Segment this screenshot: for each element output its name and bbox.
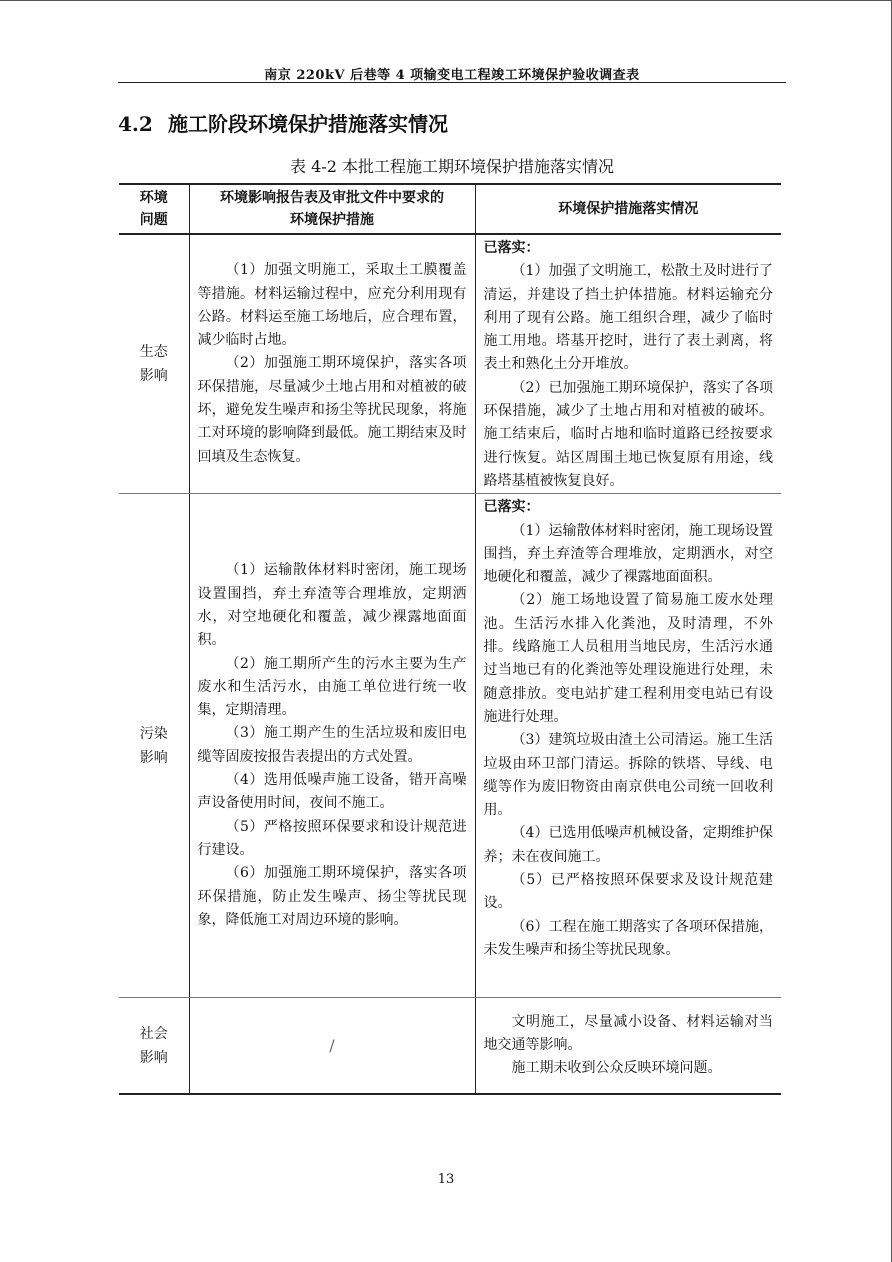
issue-label-line: 污染	[139, 725, 168, 742]
implementation-cell	[475, 494, 781, 998]
requirement-item: （1）加强文明施工，采取土工膜覆盖等措施。材料运输过程中，应充分利用现有公路。材料运至施工场地后，应合理布置，减少临时占地。	[197, 262, 467, 349]
implementation-item: （6）工程在施工期落实了各项环保措施，未发生噪声和扬尘等扰民现象。	[483, 918, 773, 958]
requirement-cell	[189, 998, 475, 1094]
empty-placeholder: /	[329, 1035, 335, 1055]
header-requirement-line: 环境保护措施	[290, 212, 374, 228]
running-header: 南京 220kV 后巷等 4 项输变电工程竣工环境保护验收调查表	[264, 68, 640, 83]
implementation-cell	[475, 234, 781, 494]
requirement-item: （2）加强施工期环境保护，落实各项环保措施，尽量减少土地占用和对植被的破坏，避免发生噪声和扬尘等扰民现象，将施工对环境的影响降到最低。施工期结束及时回填及生态恢复。	[197, 355, 467, 465]
issue-label-line: 影响	[139, 368, 168, 385]
implementation-item: （3）建筑垃圾由渣土公司清运。施工生活垃圾由环卫部门清运。拆除的铁塔、导线、电缆等作为废旧物资由南京供电公司统一回收利用。	[483, 732, 773, 819]
issue-cell	[119, 998, 189, 1094]
header-rule	[118, 82, 786, 83]
table-header-row	[119, 184, 781, 234]
measures-table	[119, 183, 781, 1095]
page-number: 13	[437, 1172, 455, 1187]
issue-label-line: 生态	[139, 344, 168, 361]
requirement-item: （1）运输散体材料时密闭，施工现场设置围挡，弃土弃渣等合理堆放，定期洒水，对空地硬化和覆盖，减少裸露地面面积。	[197, 562, 467, 649]
requirement-item: （2）施工期所产生的污水主要为生产废水和生活污水，由施工单位进行统一收集，定期清理。	[197, 655, 467, 719]
header-requirement	[189, 184, 475, 234]
issue-cell	[119, 234, 189, 494]
table-row-pollution	[119, 494, 781, 998]
implementation-item: （2）已加强施工期环境保护，落实了各项环保措施，减少了土地占用和对植被的破坏。施工结束后，临时占地和临时道路已经按要求进行恢复。站区周围土地已恢复原有用途，线路塔基植被恢复良好。	[483, 379, 773, 489]
header-implementation: 环境保护措施落实情况	[475, 184, 781, 234]
table-row-social	[119, 998, 781, 1094]
implementation-item: （2）施工场地设置了简易施工废水处理池。生活污水排入化粪池，及时清理，不外排。线路施工人员租用当地民房，生活污水通过当地已有的化粪池等处理设施进行处理，未随意排放。变电站扩建工程利用变电站已有设施进行处理。	[483, 592, 773, 725]
section-number: 4.2	[118, 112, 153, 136]
section-title: 施工阶段环境保护措施落实情况	[168, 112, 448, 136]
requirement-cell	[189, 234, 475, 494]
section-heading	[118, 108, 448, 137]
header-issue-line: 问题	[139, 212, 168, 228]
page-border-top	[0, 0, 892, 1]
requirement-item: （3）施工期产生的生活垃圾和废旧电缆等固废按报告表提出的方式处置。	[197, 725, 467, 765]
implemented-label: 已落实：	[483, 240, 540, 256]
implementation-item: 文明施工，尽量减小设备、材料运输对当地交通等影响。	[483, 1013, 773, 1053]
implemented-label: 已落实：	[483, 499, 540, 516]
header-issue	[119, 184, 189, 234]
issue-label-line: 社会	[139, 1025, 168, 1042]
issue-label-line: 影响	[139, 1049, 168, 1066]
requirement-item: （6）加强施工期环境保护，落实各项环保措施，防止发生噪声、扬尘等扰民现象，降低施工对周边环境的影响。	[197, 865, 467, 928]
table-caption: 表 4-2 本批工程施工期环境保护措施落实情况	[290, 157, 614, 176]
requirement-item: （5）严格按照环保要求和设计规范进行建设。	[197, 818, 467, 858]
requirement-item: （4）选用低噪声施工设备，错开高噪声设备使用时间，夜间不施工。	[197, 772, 467, 812]
implementation-cell	[475, 998, 781, 1094]
issue-label-line: 影响	[139, 749, 168, 766]
requirement-cell	[189, 494, 475, 998]
implementation-item: （4）已选用低噪声机械设备，定期维护保养；未在夜间施工。	[483, 825, 773, 865]
header-requirement-line: 环境影响报告表及审批文件中要求的	[220, 190, 444, 206]
implementation-item: 施工期未收到公众反映环境问题。	[511, 1060, 722, 1077]
issue-cell	[119, 494, 189, 998]
implementation-item: （1）加强了文明施工，松散土及时进行了清运，并建设了挡土护体措施。材料运输充分利用了现有公路。施工组织合理，减少了临时施工用地。塔基开挖时，进行了表土剥离，将表土和熟化土分开堆放。	[483, 263, 773, 373]
table-row-ecology	[119, 234, 781, 494]
header-issue-line: 环境	[139, 190, 168, 206]
implementation-item: （1）运输散体材料时密闭，施工现场设置围挡，弃土弃渣等合理堆放，定期洒水，对空地硬化和覆盖，减少了裸露地面面积。	[483, 522, 773, 586]
implementation-item: （5）已严格按照环保要求及设计规范建设。	[483, 872, 773, 912]
